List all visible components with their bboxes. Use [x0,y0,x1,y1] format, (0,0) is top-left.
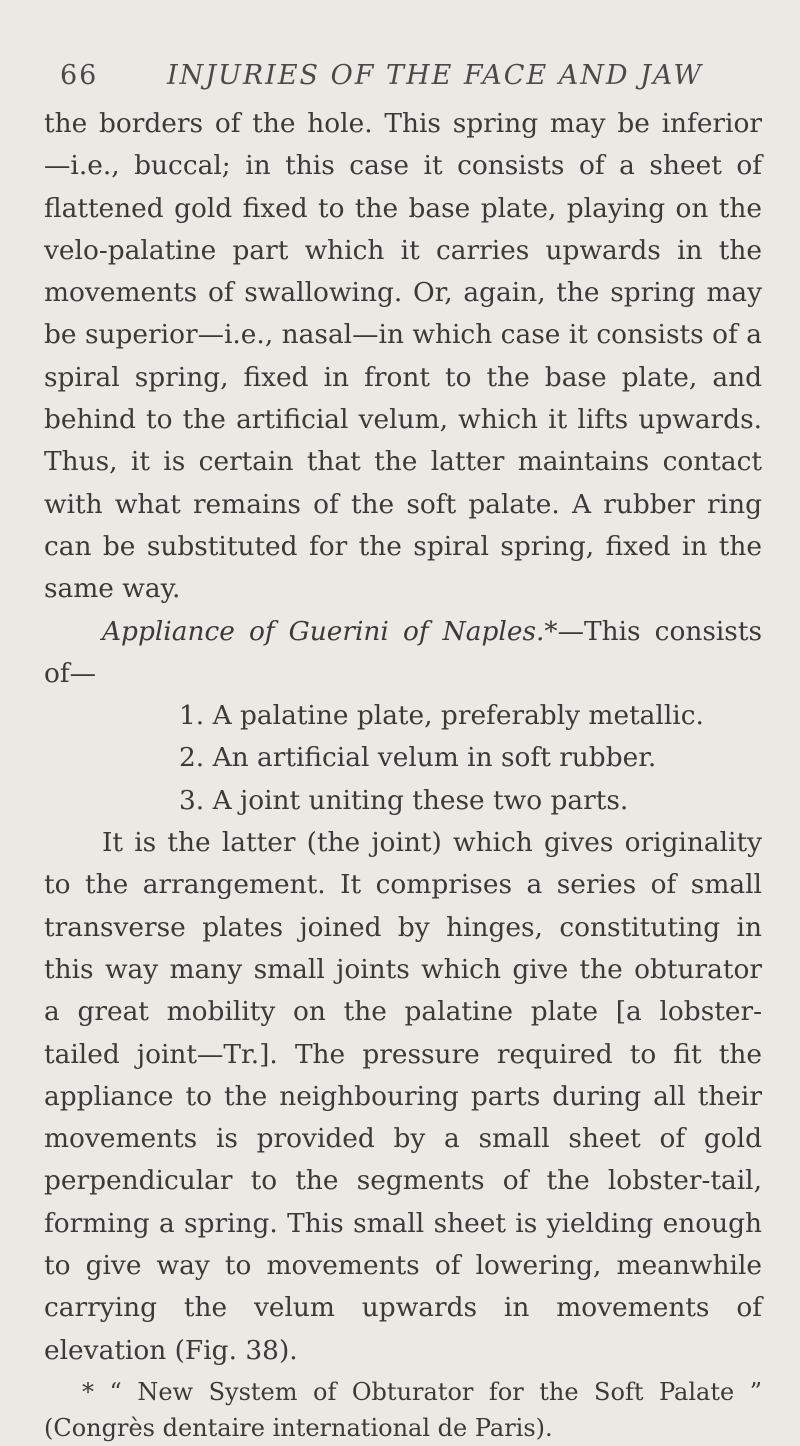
running-title: INJURIES OF THE FACE AND JAW [166,60,704,91]
body-text [44,103,762,1446]
paragraph-3: It is the latter (the joint) which gives originality to the arrangement. It comprises a series of small transverse plates joined by hinges, constituting in this way many small joints which give the obturator a great mobility on the palatine plate [a lobster-tailed joint—Tr.]. The pressure required to fit the appliance to the neighbouring parts during all their movements is provided by a small sheet of gold perpendicular to the segments of the lobster-tail, forming a spring. This small sheet is yielding enough to give way to movements of lowering, meanwhile carrying the velum upwards in movements of elevation (Fig. 38). [44,827,762,1366]
list-item: 2. An artificial velum in soft rubber. [179,742,657,774]
paragraph-2-rest: *—This consists of— [44,615,762,689]
list-item: 3. A joint uniting these two parts. [179,784,629,816]
page-number: 66 [60,60,99,91]
paragraph-1: the borders of the hole. This spring may be inferior —i.e., buccal; in this case it consists of a sheet of flattened gold fixed to the base plate, playing on the velo-palatine part which it carries upwards in the movements of swallowing. Or, again, the spring may be superior—i.e., nasal—in which case it consists of a spiral spring, fixed in front to the base plate, and behind to the artificial velum, which it lifts upwards. Thus, it is certain that the latter maintains contact with what remains of the soft palate. A rubber ring can be substituted for the spiral spring, fixed in the same way. [44,108,762,605]
paragraph-2 [44,611,762,696]
footnote: * “ New System of Obturator for the Soft Palate ” (Congrès dentaire international de Paris). [44,1377,762,1442]
parts-list [44,695,762,822]
list-item: 1. A palatine plate, preferably metallic. [179,700,704,732]
running-header [60,60,703,91]
appliance-title: Appliance of Guerini of Naples. [102,615,545,647]
